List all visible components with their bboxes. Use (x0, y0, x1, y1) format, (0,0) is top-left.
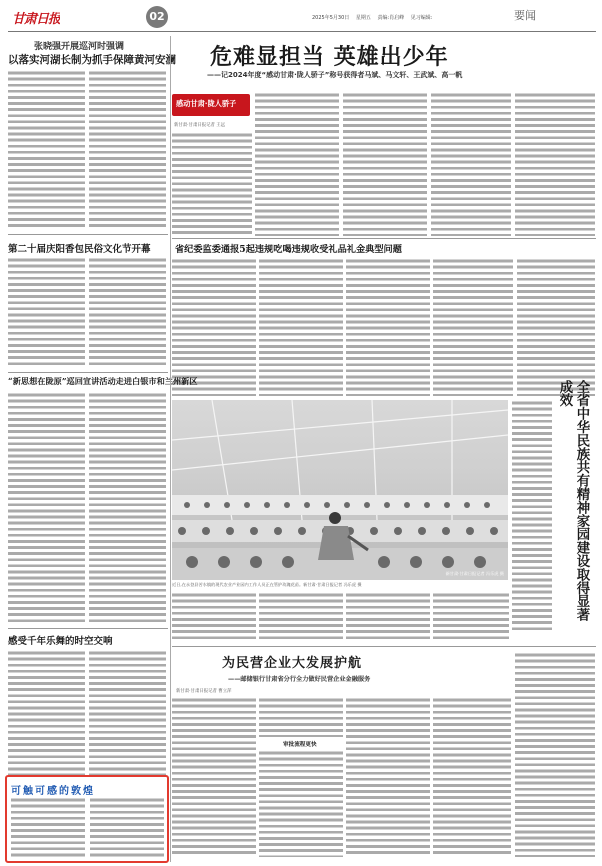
private-enterprise-byline: 新甘肃·甘肃日报记者 曹立萍 (176, 689, 232, 694)
photo-caption: 近日,在永登县苦水镇的现代农业产业园内工作人员正在管护玫瑰花苗。新甘肃·甘肃日报记者 冯乐虎 摄 (172, 582, 362, 587)
divider (8, 234, 168, 235)
new-thought-body-2 (89, 392, 166, 624)
under-photo-body-1 (172, 592, 256, 642)
banner-body-3 (343, 92, 427, 236)
banner-headline: 危难显担当 英雄出少年 (210, 44, 449, 70)
page-number-badge (146, 6, 168, 28)
touchable-dunhuang-body-1 (11, 797, 85, 859)
banner-body-1 (172, 132, 252, 236)
badge-label: 感动甘肃·陇人骄子 (176, 99, 237, 108)
vertical-headline (556, 380, 594, 630)
inspection-body-2 (259, 258, 343, 396)
vertical-headline-text: 全省中华民族共有精神家园建设取得显著成效 (557, 380, 590, 622)
private-enterprise-body-6 (515, 652, 595, 857)
inspection-body-3 (346, 258, 430, 396)
moving-gansu-badge (172, 94, 250, 116)
lead-story-headline: 以落实河湖长制为抓手保障黄河安澜 (8, 54, 176, 66)
lead-story-body-2 (89, 70, 166, 230)
right-column-body (512, 400, 552, 630)
column-rule (170, 36, 171, 862)
festival-headline: 第二十届庆阳香包民俗文化节开幕 (8, 244, 151, 255)
divider (8, 372, 168, 373)
festival-body-1 (8, 257, 85, 367)
private-enterprise-body-1 (172, 697, 256, 857)
masthead-rule (8, 31, 596, 32)
divider (8, 628, 168, 629)
divider (172, 646, 596, 647)
under-photo-body-3 (346, 592, 430, 642)
issue-date: 2025年5月30日 (312, 15, 350, 21)
private-enterprise-body-5 (433, 697, 511, 857)
inspection-body-5 (517, 258, 595, 396)
under-photo-body-4 (433, 592, 509, 642)
private-enterprise-headline: 为民营企业大发展护航 (222, 656, 363, 671)
banner-body-4 (431, 92, 511, 236)
photo-credit: 新甘肃·甘肃日报记者 冯乐虎 摄 (445, 571, 504, 576)
music-dance-headline: 感受千年乐舞的时空交响 (8, 636, 113, 647)
music-dance-body-2 (89, 650, 166, 776)
under-photo-body-2 (259, 592, 343, 642)
inspection-headline: 省纪委监委通报5起违规吃喝违规收受礼品礼金典型问题 (175, 244, 402, 255)
divider (172, 238, 596, 239)
private-enterprise-subhead: 审批流程更快 (283, 742, 317, 748)
section-label: 要闻 (514, 9, 536, 22)
masthead-info (312, 14, 432, 21)
private-enterprise-subheadline: ——邮储银行甘肃省分行全力做好民营企业金融服务 (228, 676, 371, 683)
new-thought-headline: “新思想在陇原”巡回宣讲活动走进白银市和兰州新区 (8, 376, 198, 386)
lead-story-kicker: 张晓强开展巡河时强调 (34, 42, 125, 52)
rose-nursery-photo (172, 400, 508, 580)
editor: 责编:肖启峰 (377, 15, 405, 21)
music-dance-body-1 (8, 650, 85, 776)
masthead (0, 0, 602, 34)
festival-body-2 (89, 257, 166, 367)
inspection-body-4 (433, 258, 513, 396)
banner-subheadline: ——记2024年度“感动甘肃·陇人骄子”称号获得者马斌、马文轩、王武斌、高一帆 (207, 71, 463, 79)
issue-weekday: 星期五 (355, 15, 371, 21)
masthead-logo: 甘肃日报 (12, 12, 61, 27)
private-enterprise-body-3 (259, 750, 343, 857)
touchable-dunhuang-headline: 可触可感的敦煌 (11, 786, 95, 797)
banner-byline: 新甘肃·甘肃日报记者 王远 (174, 123, 226, 128)
touchable-dunhuang-box[interactable] (5, 775, 169, 863)
lead-story-body-1 (8, 70, 85, 230)
private-enterprise-body-4 (346, 697, 430, 857)
private-enterprise-body-2 (259, 697, 343, 737)
banner-body-2 (255, 92, 339, 236)
banner-body-5 (515, 92, 595, 236)
photo-illustration (172, 400, 508, 580)
page-number: 02 (149, 10, 165, 23)
proofread: 见习编辑: (410, 15, 433, 21)
touchable-dunhuang-body-2 (90, 797, 164, 859)
new-thought-body-1 (8, 392, 85, 624)
